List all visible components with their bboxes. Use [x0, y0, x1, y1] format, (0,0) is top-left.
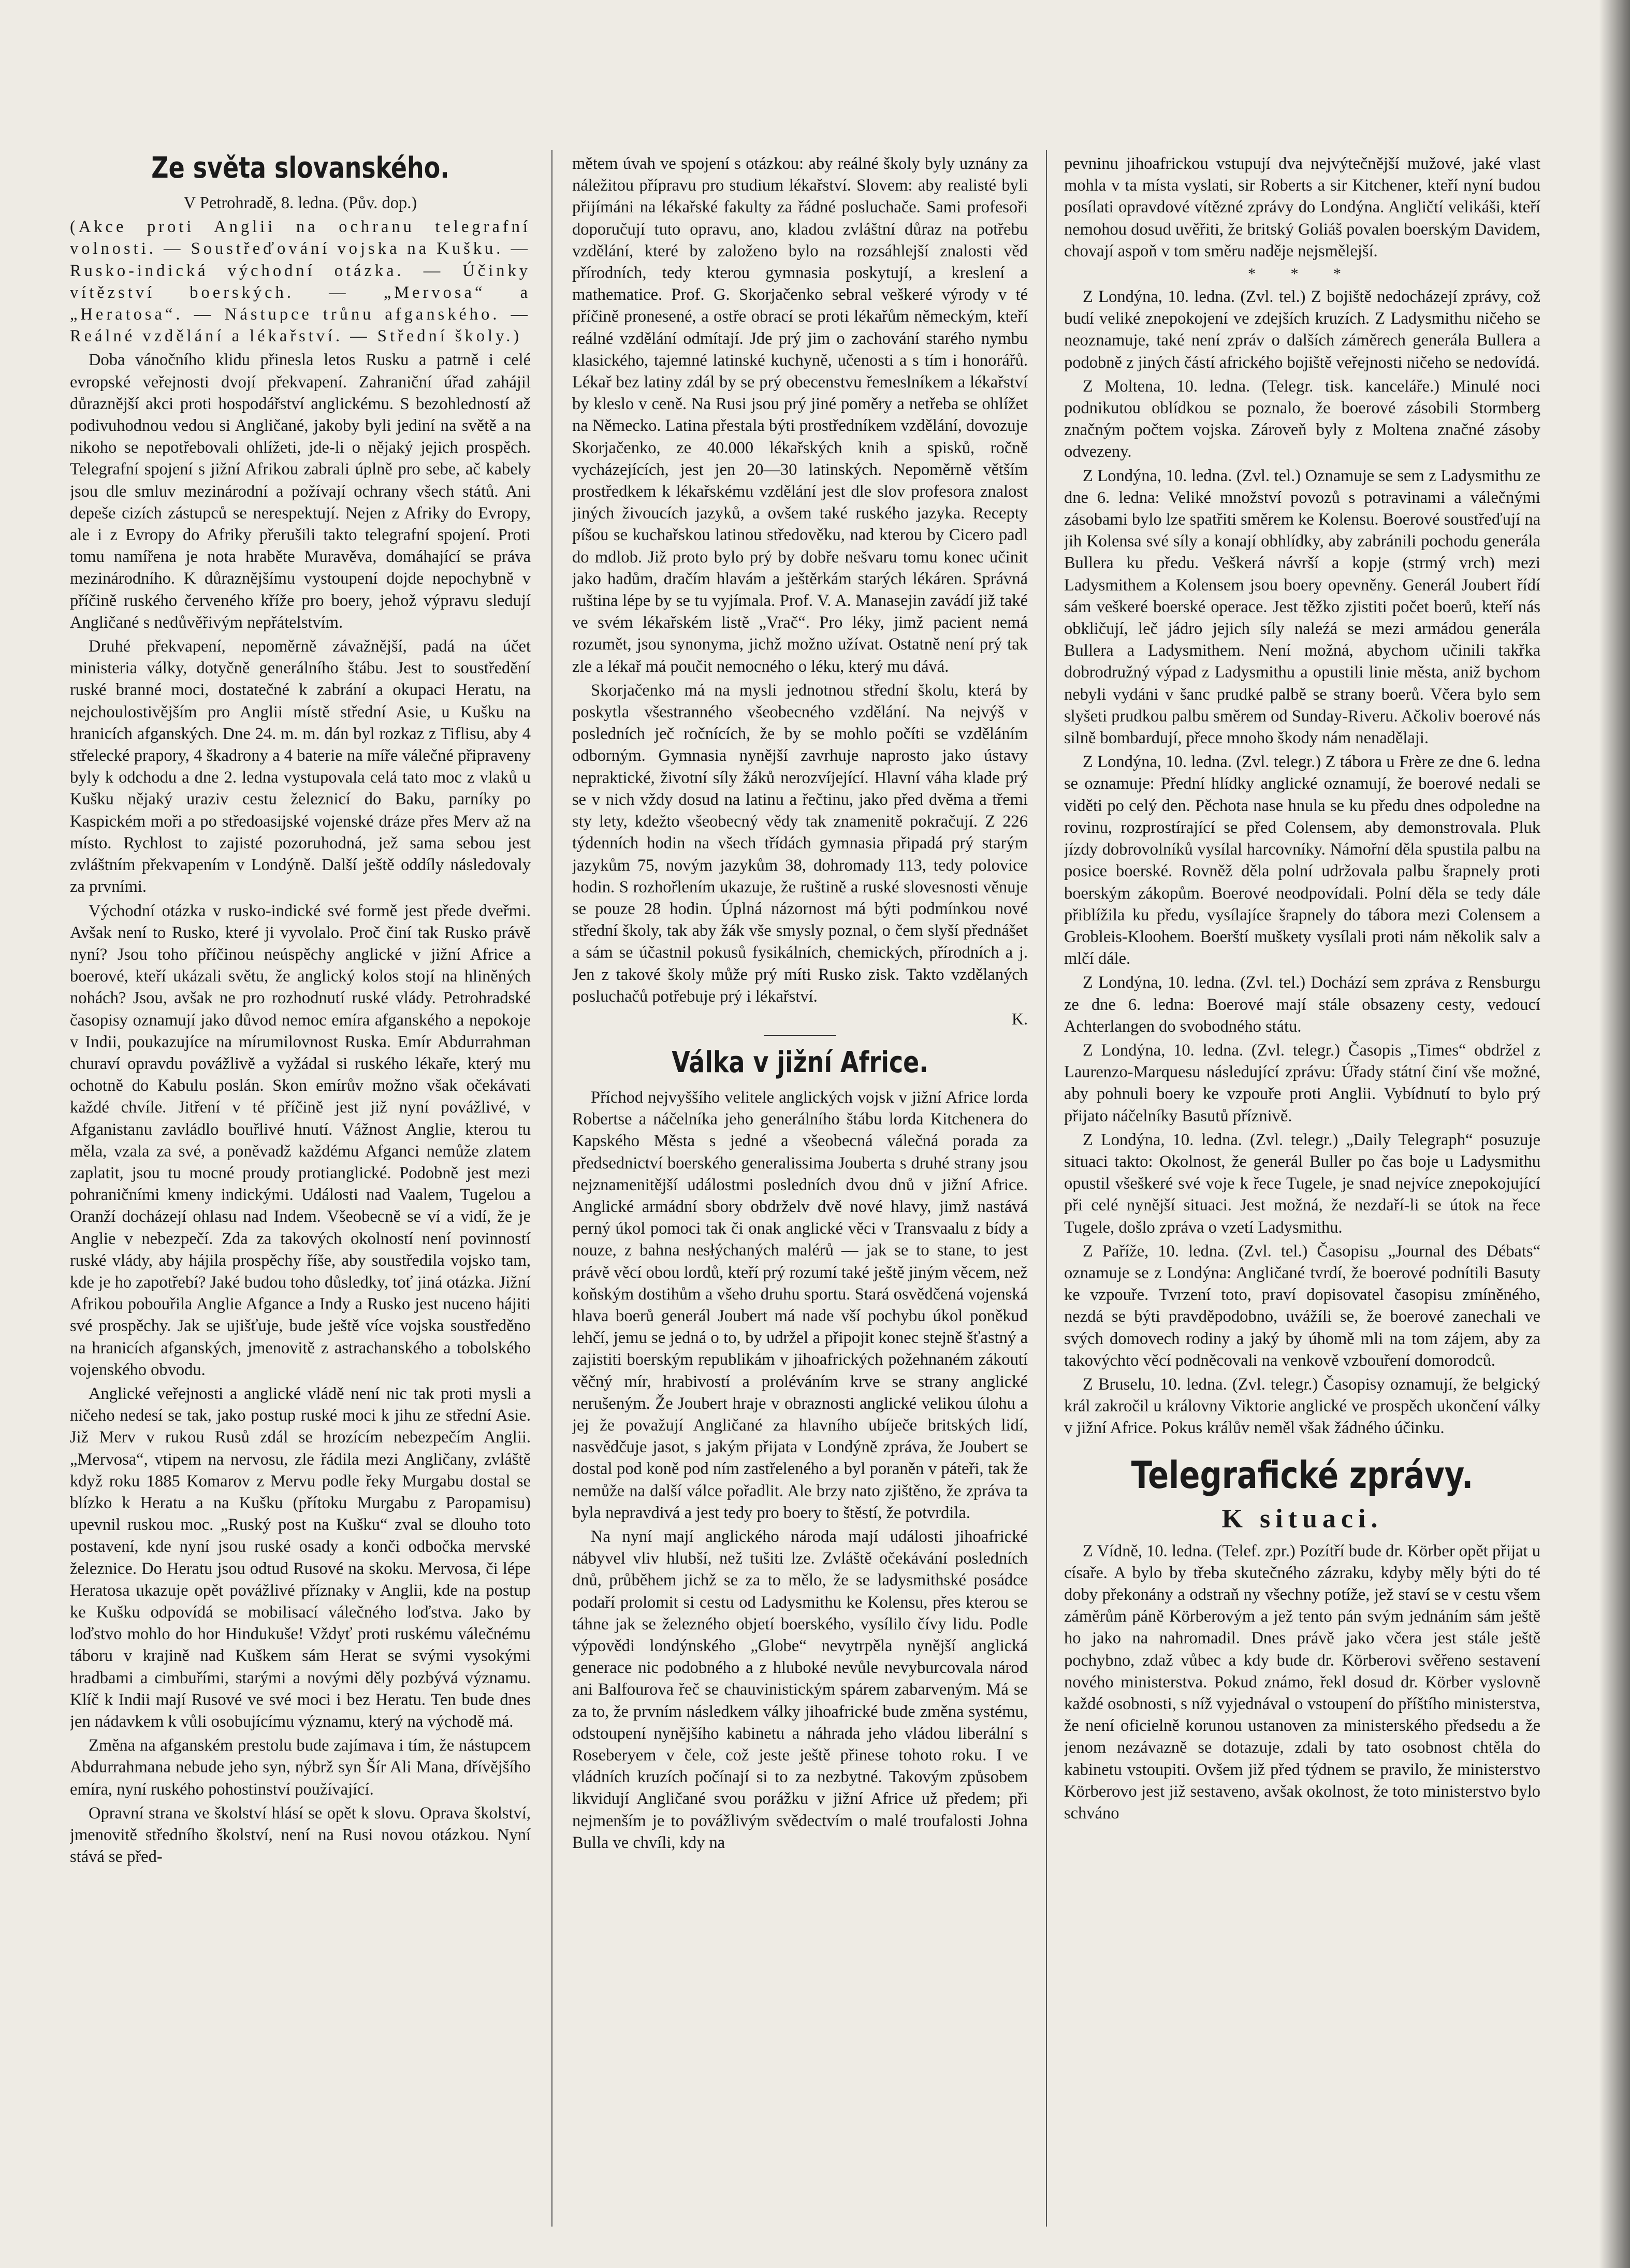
paragraph: Skorjačenko má na mysli jednotnou střední školu, která by poskytla všestranného všeobecného vzdělání. Na nejvýš v posledních ječ ročnících, že by se mohlo počíti se vzděláním odborným. Gymnasia nynější zavrhuje naprosto jako ústavy nepraktické, životní síly žáků nerozvíjející. Hlavní váha klade prý se v nich vždy dosud na latinu a řečtinu, jako před dvěma a třemi sty lety, kdežto všeobecný vědy tak znamenitě pokračují. Z 226 týdenních hodin na všech třídách gymnasia připadá prý starým jazykům 75, novým jazykům 38, dohromady 113, tedy polovice hodin. S rozhořlením ukazuje, že ruštině a ruské slovesnosti věnuje se pouze 28 hodin. Úplná názornost má býti podmínkou nové střední školy, tak aby žák vše smysly poznal, o čem slyší přednášet a sám se účastnil pokusů fysikálních, chemických, přírodních a j. Jen z takové školy může prý míti Rusko zisk. Takto vzdělaných posluchačů potřebuje prý i lékařství. [572, 681, 1028, 1006]
paragraph: Východní otázka v rusko-indické své formě jest přede dveřmi. Avšak není to Rusko, které ji vyvolalo. Proč činí tak Rusko právě nyní? Jsou toho příčinou neúspěchy anglické v jižní Africe a boerové, kteří ukázali světu, že anglický kolos stojí na hliněných nohách? Jsou, avšak ne pro rozhodnutí ruské vlády. Petrohradské časopisy oznamují jako důvod nemoc emíra afganského a nepokoje v Indii, poukazujíce na mírumilovnost Ruska. Emír Abdurrahman churaví opravdu povážlivě a vyžádal si ruského lékaře, který mu ochotně do Kabulu poslán. Skon emírův možno však očekávati každé chvíle. Jitření v té příčině jest již nyní povážlivé, v Afganistanu zavládlo bouřlivé hnutí. Vážnost Anglie, kterou tu měla, vzala za své, a poněvadž každému Afganci nemůže zlatem zaplatit, jsou tu mocné proudy protianglické. Podobně jest mezi pohraničními kmeny indickými. Události nad Vaalem, Tugelou a Oranží docházejí ohlasu nad Indem. Všeobecně se ví a vidí, že je Anglie v nebezpečí. Zda za takových okolností není povinností ruské vlády, aby hájila prospěchy říše, aby soustředila vojsko tam, kde je ho zapotřebí? Jaké budou toho důsledky, toť jiná otázka. Jižní Afrikou pobouřila Anglie Afgance a Indy a Rusko jest nucenо hájiti své prospěchy. Jak se ujišťuje, bude ještě více vojska soustředěno na hranicích afganských, jmenovitě z astrachanského a tobolského vojenského obvodu. [70, 901, 531, 1379]
news-report: Z Bruselu, 10. ledna. (Zvl. telegr.) Časopisy oznamují, že belgický král zakročil u královny Viktorie anglické ve prospěch ukončení války v jižní Africe. Pokus králův neměl však žádného účinku. [1064, 1375, 1540, 1438]
author-initial: K. [1011, 1009, 1028, 1028]
news-report: Z Londýna, 10. ledna. (Zvl. tel.) Oznamuje se sem z Ladysmithu ze dne 6. ledna: Veliké množství povozů s potravinami a válečnými zásobami bylo lze spatřiti směrem ke Kolensu. Boerové soustřeďují na jih Kolensa své síly a konají obhlídky, aby zabránili pochodu generála Bullera ku předu. Veškerá návrší a kopje (strmý vrch) mezi Ladysmithem a Kolensem jsou boery opevněny. Generál Joubert řídí sám veškeré boerské operace. Jest těžko zjistiti počet boerů, kteří nás obkličují, leč jádro jejich síly naleźá se mezi armádou generála Bullera a Ladysmithem. Není možná, abychom učinili takřka dobrodružný výpad z Ladysmithu a opustili linie města, aniž bychom nebyli vydáni v šanc prudké palbě se strany boerů. Včera bylo sem slyšeti prudkou palbu směrem od Sunday-Riveru. Ačkoliv boerové nás silně bombardují, přece mnoho škody nám nenadělaji. [1064, 466, 1540, 748]
section-heading: Válka v jižní Africe. [672, 1045, 928, 1079]
paragraph: Změna na afganském prestolu bude zajímava i tím, že nástupcem Abdurrahmana nebude jeho syn, nýbrž syn Šír Ali Mana, dřívějšího emíra, nyní ruského pohostinství používající. [70, 1736, 531, 1799]
paragraph: Z Vídně, 10. ledna. (Telef. zpr.) Pozítří bude dr. Körber opět přijat u císaře. A bylo by třeba skutečného zázraku, kdyby měly býti do té doby překonány a odstraň ny všechny potíže, jež staví se v cestu všem záměrům páně Körberovým a jež tento pán svým jednáním sám ještě ho jako na nahromadil. Dnes právě jako včera jest stále ještě pochybno, zdaž vůbec a kdy bude dr. Körberovi svěřeno sestavení nového ministerstva. Pokud známo, řekl dosud dr. Körber vyslovně každé osobnosti, s níž vyjednával o vstoupení do příštího ministerstva, že není oficielně korunou ustanoven za ministerského předsedu a že jenom nezávazně se dotazuje, zdali by tato osobnost chtěla do kabinetu vstoupiti. Ovšem již před týdnem se pravilo, že ministerstvo Körberovo jest již sestaveno, avšak okolnost, že toto ministerstvo bylo schváno [1064, 1541, 1540, 1823]
column-rule [551, 150, 552, 2227]
middle-column [572, 153, 1028, 2237]
left-column [70, 153, 531, 2237]
paragraph: Anglické veřejnosti a anglické vládě není nic tak proti mysli a ničeho nedesí se tak, jako postup ruské moci k jihu ze střední Asie. Již Merv v rukou Rusů zdál se hrozícím nebezpečím Anglii. „Mervosa“, vtipem na nervosu, zle řádila mezi Angličany, zvláště když roku 1885 Komarov z Mervu podle řeky Murgabu dostal se blízko k Heratu a na Kušku (přítoku Murgabu z Paropamisu) upevnil ruskou moc. „Ruský post na Kušku“ zval se dlouho toto postavení, kde nyní jsou ruské osady a konči odbočka mervské železnice. Do Heratu jsou odtud Rusové na skoku. Mervosa, či lépe Heratosa ukazuje opět povážlivé příznaky v Anglii, kde na postup ke Kušku odpovídá se mobilisací válečného loďstva. Jako by loďstvo mohlo do hor Hindukuše! Vždyť proti ruskému válečnému táboru v krajině nad Kuškem sám Herat se svými vysokými hradbami a cimbuřími, starými a novými děly pozbývá významu. Klíč k Indii mají Rusové ve své moci i bez Heratu. Ten bude dnes jen nádavkem k vůli osobujícímu významu, který na východě má. [70, 1384, 531, 1731]
paragraph: Na nyní mají anglického národa mají události jihoafrické nábyvel vliv hlubší, než tušiti lze. Zvláště očekávání posledních dnů, průběhem jichž se za to mělo, že se ladysmithské posádce podaří prolomit si cestu od Ladysmithu ke Kolensu, přes kterou se táhne jak se železného objetí boerského, vysílilo čívy lidu. Podle výpovědi londýnského „Globe“ nevytrpěla nynější anglická generace nic podobného a z hluboké nevůle nevyburcovala národ ani Balfourova řeč se chauvinistickým spárem zabarveným. Má se za to, že prvním následkem války jihoafrické bude změna systému, odstoupení nynějšího kabinetu a náhrada jeho vládou liberální s Roseberyem v čele, což jeste ještě přinese tohoto roku. I ve vládních kruzích počínají si to za nezbytné. Takovým způsobem likvidují Angličané svou porážku v jižní Africe už předem; při nejmenším je to povážlivým svědectvím o malé troufalosti Johna Bulla ve chvíli, kdy na [572, 1527, 1028, 1852]
article-summary: (Akce proti Anglii na ochranu telegrafní volnosti. — Soustřeďování vojska na Kušku. — Rusko-indická východní otázka. — Účinky vítězství boerských. — „Mervosa“ a „Heratosa“. — Nástupce trůnu afganského. — Reálné vzdělání a lékařství. — Střední školy.) [70, 218, 531, 346]
page-edge-shadow [1599, 0, 1630, 2268]
paragraph: Opravní strana ve školství hlásí se opět k slovu. Oprava školství, jmenovitě středního školství, není na Rusi novou otázkou. Nyní stává se před- [70, 1803, 531, 1867]
news-report: Z Londýna, 10. ledna. (Zvl. telegr.) „Daily Telegraph“ posuzuje situaci takto: Okolnost, že generál Buller po čas boje u Ladysmithu opustil všeškeré své voje k řece Tugele, je snad nejvíce znepokojující při celé nynější situaci. Jest možná, že nezdaří-li se útok na řece Tugele, došlo zpráva o vzetí Ladysmithu. [1064, 1130, 1540, 1237]
paragraph: Příchod nejvyššího velitele anglických vojsk v jižní Africe lorda Robertse a náčelníka jeho generálního štábu lorda Kitchenera do Kapského Města s jedné a všeobecná válečná porada za předsednictví boerského generalissima Jouberta s druhé strany jsou nejznamenitější událostmi posledních dvou dnů v jižní Africe. Anglické armádní sbory obdrželv dvě nové hlavy, jimž nastává perný úkol pomoci tak či onak anglické věci v Transvaalu z bídy a nouze, z bahna nesłýchaných malérů — jak se to stane, to jest právě věcí obou lordů, kteří prý rozumí také ještě jiným věcem, než koňským dostihům a všeho druhu sportu. Stará osvědčená vojenská hlava boerů generál Joubert má nade vší pochybu úkol poněkud lehčí, jemu se jedná o to, by udržel a připojit konec stejně šťastný a zajistiti boerským republikám v jihoafrických požehnaném zákoutí věčný mír, hrabivostí a proléváním krve se strany anglické nerušeným. Že Joubert hraje v obraznosti anglické velikou úlohu a jej že považují Angličané za hlavního ubíječe britských lidí, nasvědčuje jasot, s jakým přijata v Londýně zpráva, že Joubert se dostal pod koně pod ním zastřeleného a byl poraněn v páteři, tak že nemůže na další válce pořadlit. Ale brzy nato zjištěno, že zpráva ta byla nepravdivá a jest tedy pro boery to štěstí, že potvrdila. [572, 1088, 1028, 1522]
separator-line [764, 1035, 836, 1036]
right-column [1064, 153, 1540, 2237]
news-report: Z Londýna, 10. ledna. (Zvl. tel.) Dochází sem zpráva z Rensburgu ze dne 6. ledna: Boerové mají stále obsazeny cesty, vedoucí Achterlangen do svobodného státu. [1064, 973, 1540, 1036]
dateline: V Petrohradě, 8. ledna. (Pův. dop.) [183, 194, 417, 212]
column-rule [1046, 150, 1047, 2227]
news-report: Z Londýna, 10. ledna. (Zvl. tel.) Z bojiště nedocházejí zprávy, což budí veliké znepokojení ve zdejších kruzích. Z Ladysmithu ničeho se neoznamuje, také není zpráv o dalších záměrech generála Bullera a podobně z jiných částí afrického bojiště veřejnosti ničeho se nedovídá. [1064, 287, 1540, 372]
paragraph: Doba vánočního klidu přinesla letos Rusku a patrně i celé evropské veřejnosti dvojí překvapení. Zahraniční úřad zahájil důraznější akci proti hospodářství anglickému. S bezohledností až podivuhodnou vedou si Angličané, jakoby byli jediní na světě a na nikoho se nepotřebovali ohlížeti, jde-li o nějaký jejich prospěch. Telegrafní spojení s jižní Afrikou zabrali úplně pro sebe, ač kabely jsou dle smluv mezinárodní a požívají ochrany všech států. Ani depeše cizích zástupců se nerespektují. Nejen z Afriky do Evropy, ale i z Evropy do Afriky přerušili takto telegrafní spojení. Proti tomu namířena je nota hraběte Muravěva, domáhající se práva mezinárodního. K důraznějšímu vystoupení dojde nepochybně v příčině ruského červeného kříže pro boery, jehož výpravu sledují Angličané s nedůvěřivým nepřátelstvím. [70, 351, 531, 632]
star-separator: * * * [1248, 265, 1357, 283]
news-report: Z Londýna, 10. ledna. (Zvl. telegr.) Z tábora u Frère ze dne 6. ledna se oznamuje: Přední hlídky anglické oznamují, že boerové nedali se viděti po celý den. Pěchota nase hnula se ku předu dnes odpoledne na rovinu, rozprostírající se před Colensem, aby demonstrovala. Pluk jízdy dobrovolníků vysílal harcovníky. Námořní děla spustila palbu na posice boerské. Rovněž děla polní udržovala palbu šrapnely proti boerským zákopům. Boerové neodpovídali. Polní děla se tedy dále přiblížila ku předu, vysílajíce šrapnely do tábora mezi Colensem a Grobleis-Kloohem. Boerští muškety vysílali proti nám několik salv a mlčí dále. [1064, 753, 1540, 969]
section-heading: Telegrafické zprávy. [1131, 1453, 1474, 1497]
paragraph: mětem úvah ve spojení s otázkou: aby reálné školy byly uznány za náležitou přípravu pro studium lékařství. Slovem: aby realisté byli přijímáni na lékařské fakulty za řádné posluchače. Sami profesoři doporučují tuto opravu, ano, kladou zvláštní důraz na potřebu vzdělání, které by založeno bylo na rozsáhlejší znalosti věd přírodních, tedy kterou gymnasia poskytují, a kreslení a mathematice. Prof. G. Skorjačenko sebral veškeré výrody v té příčině pronesené, a ostře obrací se proti lékařům německým, kteří reálné vzdělání odmítají. Jde prý jim o zachování starého nymbu klasického, tajemné latinské kuchyně, učenosti a s tím i honorářů. Lékař bez latiny zdál by se prý obecenstvu řemeslníkem a lékařství by kleslo v ceně. Na Rusi jsou prý jiné poměry a netřeba se ohlížet na Německo. Latina přestala býti prostředníkem vzdělání, dovozuje Skorjačenko, ze 40.000 lékařských knih a spisků, ročně vycházejících, jest jen 20—30 latinských. Nepoměrně větším prostředkem k lékařskému vzdělání jest dle slov profesora znalost jiných živoucích jazyků, a ovšem také ruského jazyka. Recepty píšou se kuchařskou latinou středověku, nad kterou by Cicero padl do mdlob. Již proto bylo prý by dobře nešvaru tomu konec učinit jako hadům, dračím hlavám a ještěrkám starých lékáren. Správná ruština lépe by se tu vyjímala. Prof. V. A. Manasejin zavádí již také ve svém lékařském listě „Vrač“. Pro léky, jimž pacient nemá rozumět, jsou synonyma, jichž možno užívat. Ostatně není prý tak zle a lékař má poučit nemocného o léku, který mu dává. [572, 154, 1028, 676]
news-report: Z Londýna, 10. ledna. (Zvl. telegr.) Časopis „Times“ obdržel z Laurenzo-Marquesu následující zprávu: Úřady státní činí vše možné, aby pohnuli boery ke vzpouře proti Anglii. Vybídnutí to bylo prý přijato náčelníky Basutů příznivě. [1064, 1041, 1540, 1125]
news-report: Z Moltena, 10. ledna. (Telegr. tisk. kanceláře.) Minulé noci podnikutou oblídkou se poznalo, že boerové zásobili Stormberg značným počtem vojska. Zároveň byly z Moltena značné zásoby odvezeny. [1064, 377, 1540, 461]
news-report: Z Paříže, 10. ledna. (Zvl. tel.) Časopisu „Journal des Débats“ oznamuje se z Londýna: Angličané tvrdí, že boerové podnítili Basuty ke vzpouře. Tvrzení toto, praví dopisovatel časopisu zmíněného, nezdá se býti pravděpodobno, uvážíli se, že boerové zanechali ve svých domovech rodiny a jaký by úhomě mli na tom zájem, aby za takovýchto věcí podněcovali na venkově vzbouření domorodců. [1064, 1241, 1540, 1370]
section-heading: Ze světa slovanského. [151, 153, 449, 185]
paragraph: pevninu jihoafrickou vstupují dva nejvýtečnější mužové, jaké vlast mohla v ta místa vyslati, sir Roberts a sir Kitchener, kteří nyní budou posílati opravdové vítězné zprávy do Londýna. Angličtí velikáši, kteří nemohou dosud uvěřiti, že britský Goliáš povalen boerským Davidem, chovají aspoň v tom směru naděje nejsmělejší. [1064, 154, 1540, 261]
paragraph: Druhé překvapení, nepoměrně závažnější, padá na účet ministeria války, dotyčně generálního štábu. Jest to soustředění ruské branné moci, dostatečné k zabrání a okupaci Heratu, na nejchoulostivějším pro Anglii místě střední Asie, u Kušku na hranicích afganských. Dne 24. m. m. dán byl rozkaz z Tiflisu, aby 4 střelecké prapory, 4 škadrony a 4 baterie na míře válečné připraveny byly k odchodu a dne 2. ledna vystupovala celá tato moc z vlaků u Kušku nějaký uraziv cestu železnicí do Baku, parníky po Kaspickém moři a po středoasijské vojenské dráze přes Merv až na místo. Rychlost to zajisté pozoruhodná, jež sama sebou jest zvláštním překvapením v Londýně. Další ještě oddíly následovaly za prvními. [70, 637, 531, 897]
section-subheading: K situaci. [1221, 1504, 1383, 1534]
